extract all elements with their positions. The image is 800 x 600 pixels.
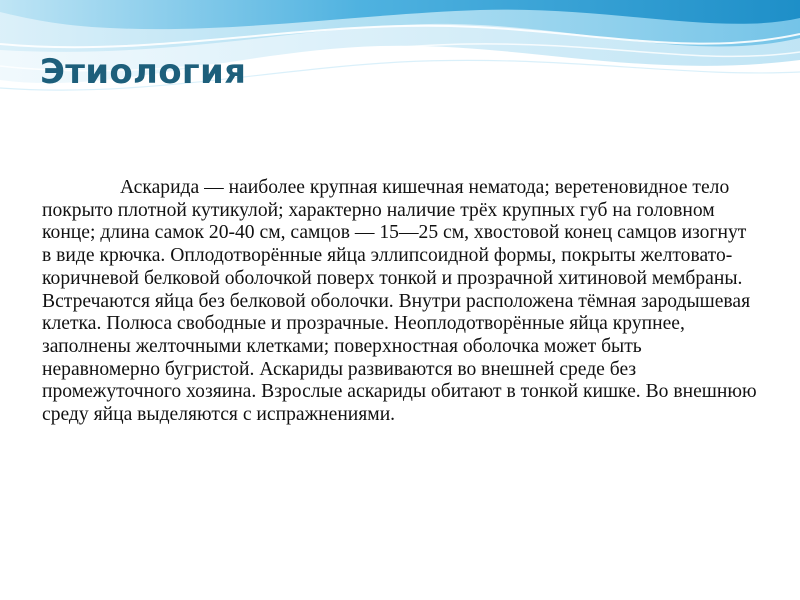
slide-body-text: Аскарида — наиболее крупная кишечная нематода; веретеновидное тело покрыто плотной кутикулой; характерно наличие трёх крупных губ на головном конце; длина самок 20-40 см, самцов — 15—25 см, хвостовой конец самцов изогнут в виде крючка. Оплодотворённые яйца эллипсоидной формы, покрыты желтовато-коричневой белковой оболочкой поверх тонкой и прозрачной хитиновой мембраны. Встречаются яйца без белковой оболочки. Внутри расположена тёмная зародышевая клетка. Полюса свободные и прозрачные. Неоплодотворённые яйца крупнее, заполнены желточными клетками; поверхностная оболочка может быть неравномерно бугристой. Аскариды развиваются во внешней среде без промежуточного хозяина. Взрослые аскариды обитают в тонкой кишке. Во внешнюю среду яйца выделяются с испражнениями.	[42, 177, 757, 426]
slide-title: Этиология	[40, 52, 247, 92]
